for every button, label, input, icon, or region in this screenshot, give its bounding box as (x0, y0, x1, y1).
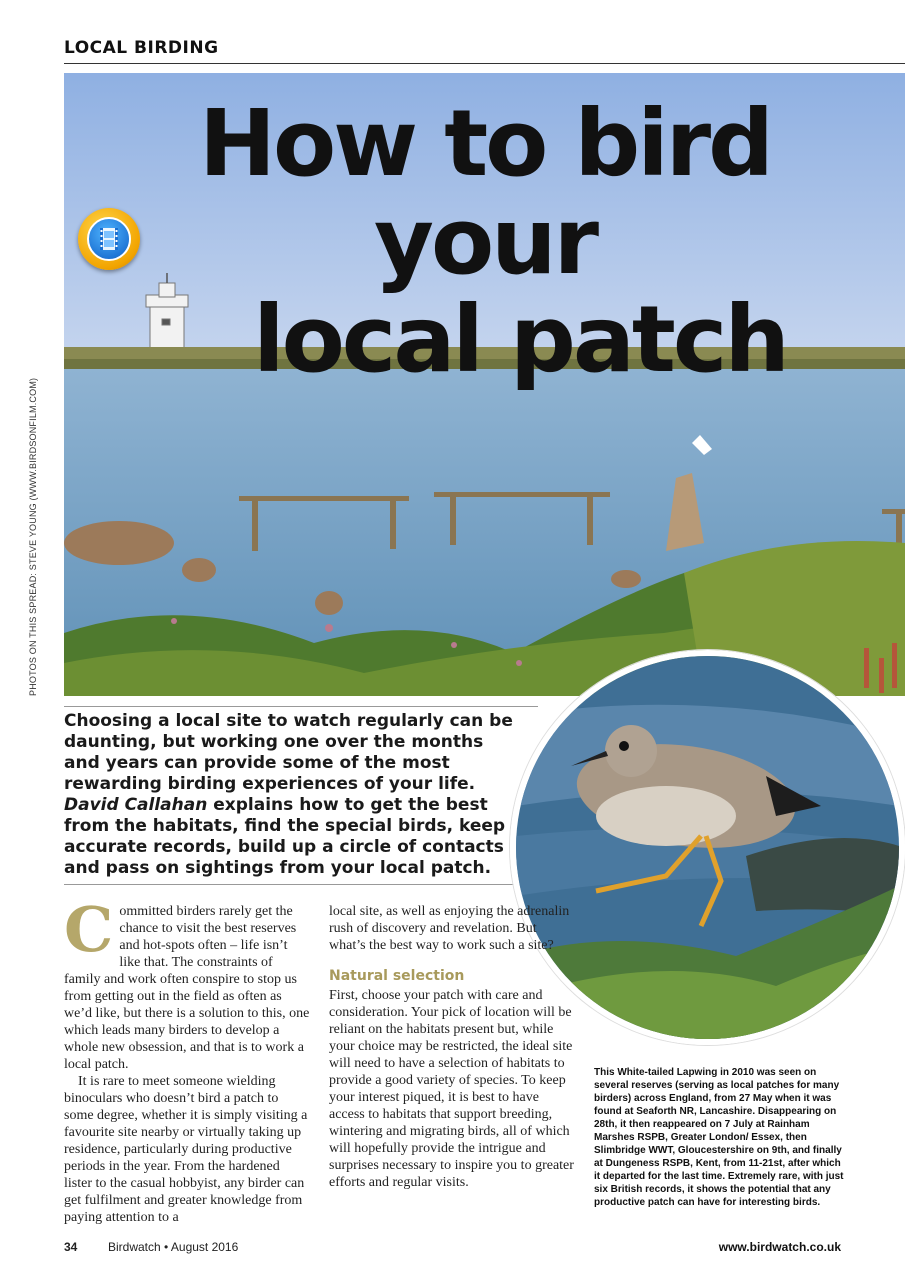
section-label: LOCAL BIRDING (64, 38, 219, 58)
subheading: Natural selection (329, 968, 465, 984)
paragraph (64, 893, 310, 1073)
video-icon[interactable] (78, 208, 140, 270)
section-divider (64, 63, 905, 64)
article-column-1 (64, 893, 310, 1226)
paragraph-text: ommitted birders rarely get the chance to visit the best reserves and hot-spots often – life isn’t like that. The constraints of family and work often conspire to stop us from getting out in the field as often as we’d like, but there is a solution to this, one which leads many birders to develop a whole new obsession, and that is to work a local patch. (64, 904, 310, 1072)
intro-text-continued: explains how to get the best from the habitats, find the special birds, keep accurate records, build up a circle of contacts and pass on sightings from your local patch. (64, 795, 506, 878)
photo-caption: This White-tailed Lapwing in 2010 was seen on several reserves (serving as local patches for many birders) across England, from 27 May when it was found at Seaforth NR, Lancashire. Disappearing on 28th, it then reappeared on 7 July at Rainham Marshes RSPB, Greater London/ Essex, then Slimbridge WWT, Gloucestershire on 9th, and finally at Dungeness RSPB, Kent, from 11-21st, after which it departed for the last time. Extremely rare, with just six British records, it shows the potential that any productive patch can have for interesting birds. (594, 1067, 844, 1208)
intro-divider-bottom (64, 884, 538, 885)
author-name: David Callahan (64, 795, 208, 815)
intro-divider-top (64, 706, 538, 707)
drop-cap: C (64, 893, 114, 966)
article-column-2 (329, 903, 575, 1191)
paragraph: It is rare to meet someone wielding binoculars who doesn’t bird a patch to some degree, whether it is simply visiting a favourite site nearby or virtually taking up residence, particularly during productive periods in the year. From the hardened lister to the casual hobbyist, any birder can get fulfilment and greater knowledge from paying attention to a (64, 1074, 308, 1225)
magazine-issue: Birdwatch • August 2016 (108, 1240, 239, 1254)
intro-text: Choosing a local site to watch regularly can be daunting, but working one over the months and years can provide some of the most rewarding birding experiences of your life. (64, 711, 513, 794)
headline-line-2: local patch (253, 286, 787, 393)
headline (80, 90, 890, 393)
page-number: 34 (64, 1240, 78, 1254)
paragraph: First, choose your patch with care and consideration. Your pick of location will be reliant on the habitats present but, while your choice may be restricted, the ideal site will need to have a selection of habitats to provide a good variety of species. To keep your interest piqued, it is best to have access to habitats that support breeding, wintering and migrating birds, all of which will hopefully provide the intrigue and surprises necessary to inspire you to greater efforts and regular visits. (329, 988, 574, 1190)
paragraph: local site, as well as enjoying the adrenalin rush of discovery and revelation. But what’s the best way to work such a site? (329, 904, 570, 953)
photo-credit: PHOTOS ON THIS SPREAD: STEVE YOUNG (WWW.BIRDSONFILM.COM) (28, 377, 38, 696)
headline-line-1: How to bird your (198, 90, 772, 295)
intro-standfirst (64, 711, 516, 879)
website-link[interactable]: www.birdwatch.co.uk (718, 1240, 841, 1254)
hero-photo (64, 73, 905, 696)
